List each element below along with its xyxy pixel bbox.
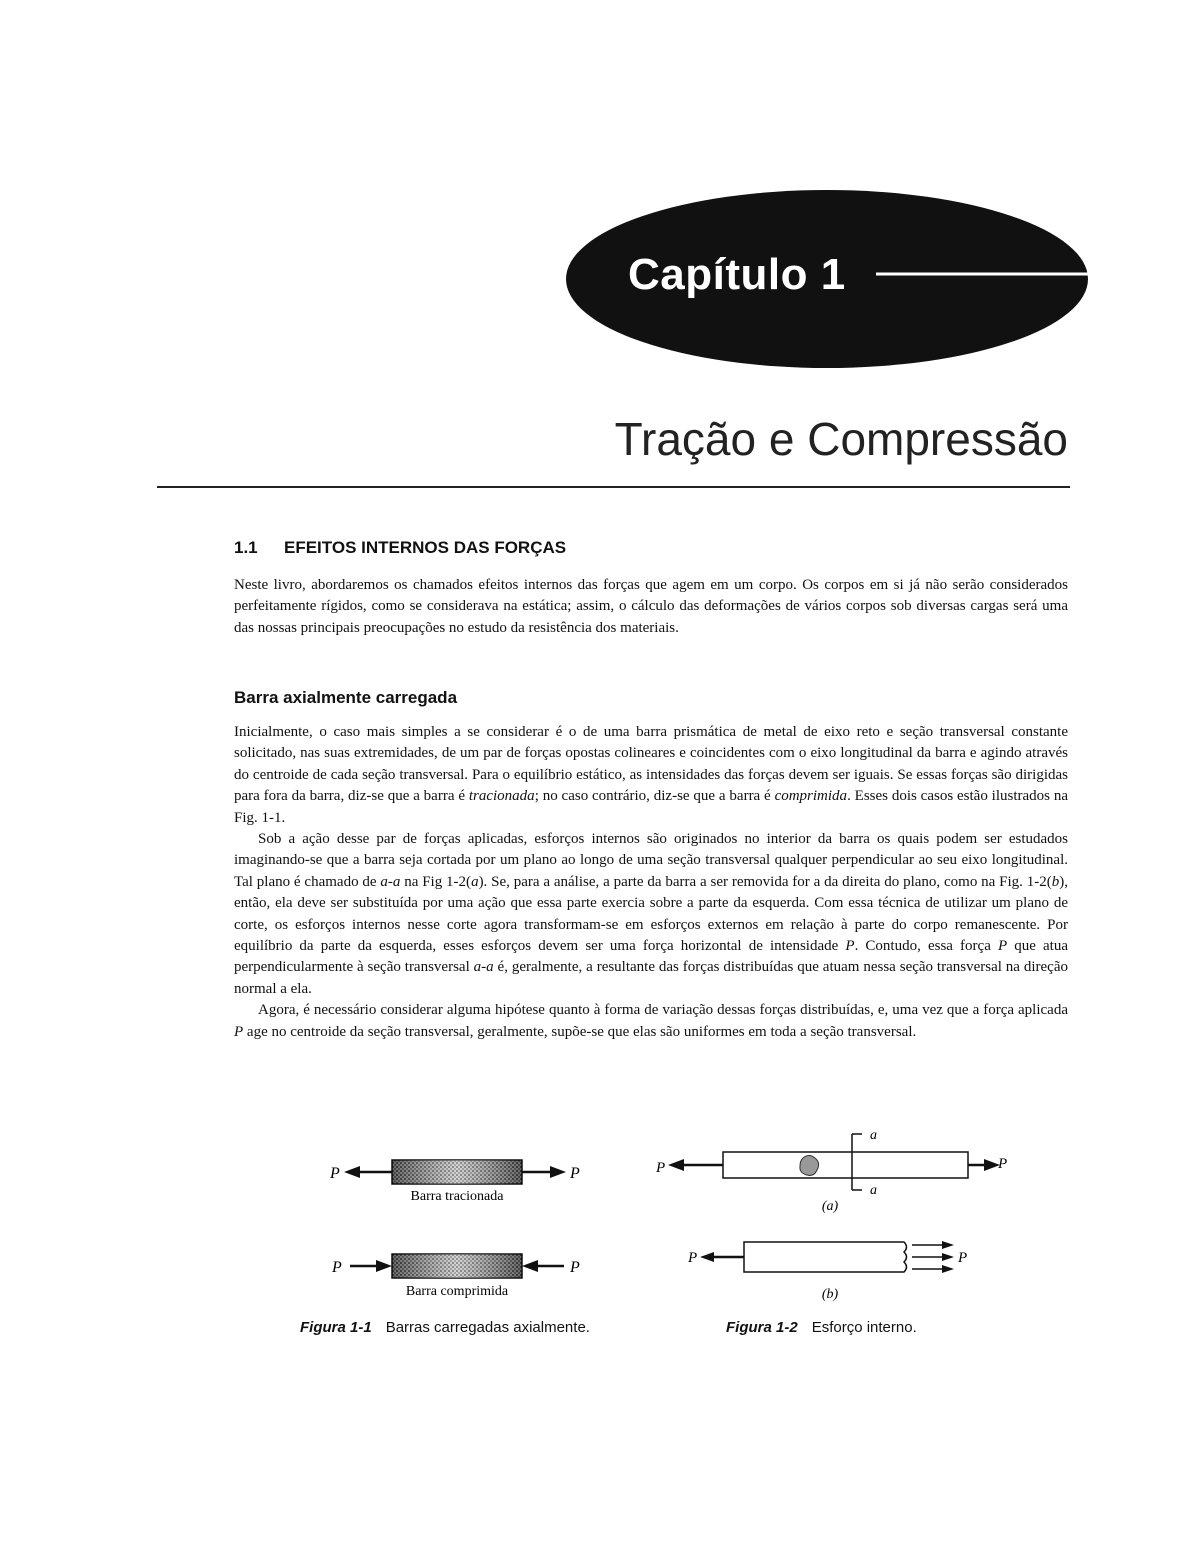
- intro-paragraph: [234, 575, 1068, 639]
- caption-text: Esforço interno.: [811, 1319, 917, 1336]
- compression-bar-label: Barra comprimida: [405, 1284, 509, 1299]
- section-title: EFEITOS INTERNOS DAS FORÇAS: [284, 538, 567, 557]
- figure-1-2-caption: [726, 1319, 917, 1336]
- paragraph-1: Inicialmente, o caso mais simples a se considerar é o de uma barra prismática de metal de eixo reto e seção transversal constante solicitado, nas suas extremidades, de um par de forças opostas colineares e coincidentes com o eixo longitudinal da barra e agindo através do centroide de cada seção transversal. Para o equilíbrio estático, as intensidades das forças devem ser iguais. Se essas forças são dirigidas para fora da barra, diz-se que a barra é tracionada; no caso contrário, diz-se que a barra é comprimida. Esses dois casos estão ilustrados na Fig. 1-1.: [234, 724, 1068, 826]
- chapter-label: Capítulo 1: [628, 250, 846, 299]
- tension-bar-diagram: [329, 1160, 580, 1204]
- subsection-heading: Barra axialmente carregada: [234, 688, 458, 707]
- subfigure-b-label: (b): [821, 1287, 839, 1302]
- paragraph-3: Agora, é necessário considerar alguma hipótese quanto à forma de variação dessas forças distribuídas, e, uma vez que a força aplicada P age no centroide da seção transversal, geralmente, supõe-se que elas são uniformes em toda a seção transversal.: [234, 1002, 1068, 1040]
- force-label: P: [570, 1259, 580, 1276]
- force-label: P: [958, 1250, 968, 1266]
- title-rule: [157, 486, 1070, 488]
- section-heading: [234, 538, 566, 558]
- figure-1-1-caption: [300, 1319, 590, 1336]
- force-label: P: [330, 1165, 340, 1182]
- force-label: P: [998, 1156, 1008, 1172]
- section-number: 1.1: [234, 538, 258, 557]
- force-label: P: [332, 1259, 342, 1276]
- paragraph-2: Sob a ação desse par de forças aplicadas, esforços internos são originados no interior da barra os quais podem ser estudados imaginando-se que a barra seja cortada por um plano ao longo de uma seção transversal qualquer perpendicular ao seu eixo longitudinal. Tal plano é chamado de a-a na Fig 1-2(a). Se, para a análise, a parte da barra a ser removida for a da direita do plano, como na Fig. 1-2(b), então, ela deve ser substituída por uma ação que essa parte exercia sobre a parte da esquerda. Com essa técnica de utilizar um plano de corte, os esforços internos nesse corte agora transformam-se em esforços externos em relação à parte do corpo remanescente. Por equilíbrio da parte da esquerda, esses esforços devem ser uma força horizontal de intensidade P. Contudo, essa força P que atua perpendicularmente à seção transversal a-a é, geralmente, a resultante das forças distribuídas que atuam nessa seção transversal na direção normal a ela.: [234, 831, 1068, 997]
- figure-1-1: [320, 1150, 590, 1305]
- force-label: P: [656, 1160, 666, 1176]
- plane-label: a: [870, 1183, 877, 1198]
- caption-label: Figura 1-1: [300, 1319, 372, 1336]
- body-text: [234, 722, 1068, 1043]
- full-bar-diagram: [655, 1128, 1007, 1214]
- subfigure-a-label: (a): [821, 1199, 839, 1214]
- caption-text: Barras carregadas axialmente.: [385, 1319, 590, 1336]
- force-label: P: [688, 1250, 698, 1266]
- cut-bar-diagram: [687, 1241, 967, 1302]
- force-label: P: [570, 1165, 580, 1182]
- caption-label: Figura 1-2: [726, 1319, 798, 1336]
- tension-bar-label: Barra tracionada: [410, 1189, 504, 1204]
- figure-1-2: [640, 1120, 1020, 1310]
- compression-bar-diagram: [331, 1254, 580, 1299]
- plane-label: a: [870, 1128, 877, 1143]
- chapter-title: Tração e Compressão: [614, 413, 1068, 465]
- intro-text: Neste livro, abordaremos os chamados efeitos internos das forças que agem em um corpo. Os corpos em si já não serão considerados perfeitamente rígidos, como se considerava na estática; assim, o cálculo das deformações de vários corpos sob diversas cargas será uma das nossas principais preocupações no estudo da resistência dos materiais.: [234, 577, 1068, 636]
